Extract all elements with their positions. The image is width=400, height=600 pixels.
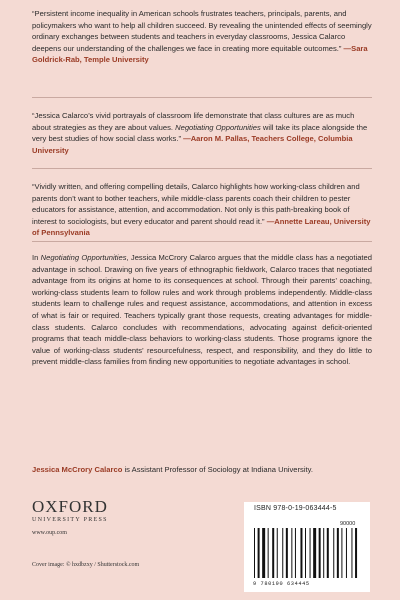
barcode-bar xyxy=(351,528,352,578)
quote-attribution: —Annette Lareau, University of Pennsylvania xyxy=(32,216,371,238)
summary-body: , Jessica McCrory Calarco argues that the middle class has a negotiated advantage in school. Drawing on five years of ethnographic fieldwork, Calarco traces that negotiated advantage from its origins at home to its consequences at school. Through their parents’ coaching, working-class students learn to follow rules and work through problems independently. Middle-class students learn to challenge rules and request assistance, accommodations, and attention in excess of what is fair or required. Teachers typically grant those requests, creating advantages for middle-class students. Calarco concludes with recommendations, advocating against deficit-oriented programs that teach middle-class behaviors to working-class students. Those programs ignore the value of working-class students’ resourcefulness, respect, and responsibility, and they do little to prevent middle-class families from finding new opportunities to negotiate advantages in school. xyxy=(32,253,372,367)
quote-attribution: —Sara Goldrick-Rab, Temple University xyxy=(32,43,368,65)
barcode-digits: 9 780190 634445 xyxy=(253,581,310,587)
author-bio xyxy=(32,464,372,476)
barcode-bar xyxy=(323,528,324,578)
barcode-bar xyxy=(333,528,334,578)
barcode-bar xyxy=(258,528,260,578)
barcode-bar xyxy=(282,528,283,578)
isbn-label: ISBN 978-0-19-063444-5 xyxy=(254,505,337,512)
barcode-icon xyxy=(252,528,362,580)
praise-quote-1 xyxy=(32,8,372,66)
book-title: Negotiating Opportunities xyxy=(175,122,261,132)
barcode-bar xyxy=(310,528,311,578)
divider xyxy=(32,241,372,242)
book-title: Negotiating Opportunities xyxy=(40,253,127,262)
barcode-bar xyxy=(268,528,269,578)
barcode-bar xyxy=(319,528,321,578)
divider xyxy=(32,168,372,169)
barcode-bar xyxy=(337,528,339,578)
publisher-logo: OXFORD xyxy=(32,497,108,516)
publisher-block xyxy=(32,498,152,536)
barcode-bar xyxy=(313,528,316,578)
barcode-bar xyxy=(277,528,278,578)
book-summary xyxy=(32,252,372,368)
barcode-panel xyxy=(244,502,370,592)
quote-attribution: —Aaron M. Pallas, Teachers College, Columbia University xyxy=(32,134,353,155)
praise-quote-3 xyxy=(32,181,372,239)
barcode-bar xyxy=(272,528,274,578)
quote-text: will take its place alongside the very best studies of how social class works.” xyxy=(32,122,368,144)
barcode-bar xyxy=(300,528,302,578)
quote-text: “Jessica Calarco’s vivid portrayals of classroom life demonstrate that class cultures are as much about strategies as they are about values. xyxy=(32,111,355,132)
barcode-bar xyxy=(341,528,342,578)
author-bio-text: is Assistant Professor of Sociology at Indiana University. xyxy=(122,465,313,474)
quote-text: “Vividly written, and offering compelling details, Calarco highlights how working-class children and parents don’t want to bother teachers, while middle-class parents coach their children to pester educators for assistance, attention, and accommodation. Not only is this path-breaking book of interest to sociologists, but every educator and parent should read it.” xyxy=(32,182,360,226)
price-code: 90000 xyxy=(340,521,356,527)
barcode-bar xyxy=(327,528,329,578)
quote-text: “Persistent income inequality in American schools frustrates teachers, principals, parents, and policymakers who want to help all children succeed. By revealing the unintended effects of seemingly ordinary exchanges between students and teachers in everyday classrooms, Jessica Calarco deepens our understanding of the challenges we face in creating more equitable outcomes.” xyxy=(32,9,372,53)
barcode-bar xyxy=(295,528,296,578)
summary-lead: In xyxy=(32,253,41,262)
cover-credit: Cover image: © hxdbzxy / Shutterstock.com xyxy=(32,562,140,568)
barcode-bar xyxy=(254,528,255,578)
barcode-bar xyxy=(286,528,288,578)
praise-quote-2 xyxy=(32,110,372,156)
barcode-bar xyxy=(262,528,265,578)
publisher-url: www.oup.com xyxy=(32,530,67,536)
barcode-bar xyxy=(346,528,347,578)
barcode-bar xyxy=(305,528,306,578)
author-name: Jessica McCrory Calarco xyxy=(32,465,123,474)
divider xyxy=(32,97,372,98)
publisher-press: UNIVERSITY PRESS xyxy=(32,517,108,523)
barcode-bar xyxy=(355,528,357,578)
barcode-bar xyxy=(291,528,292,578)
